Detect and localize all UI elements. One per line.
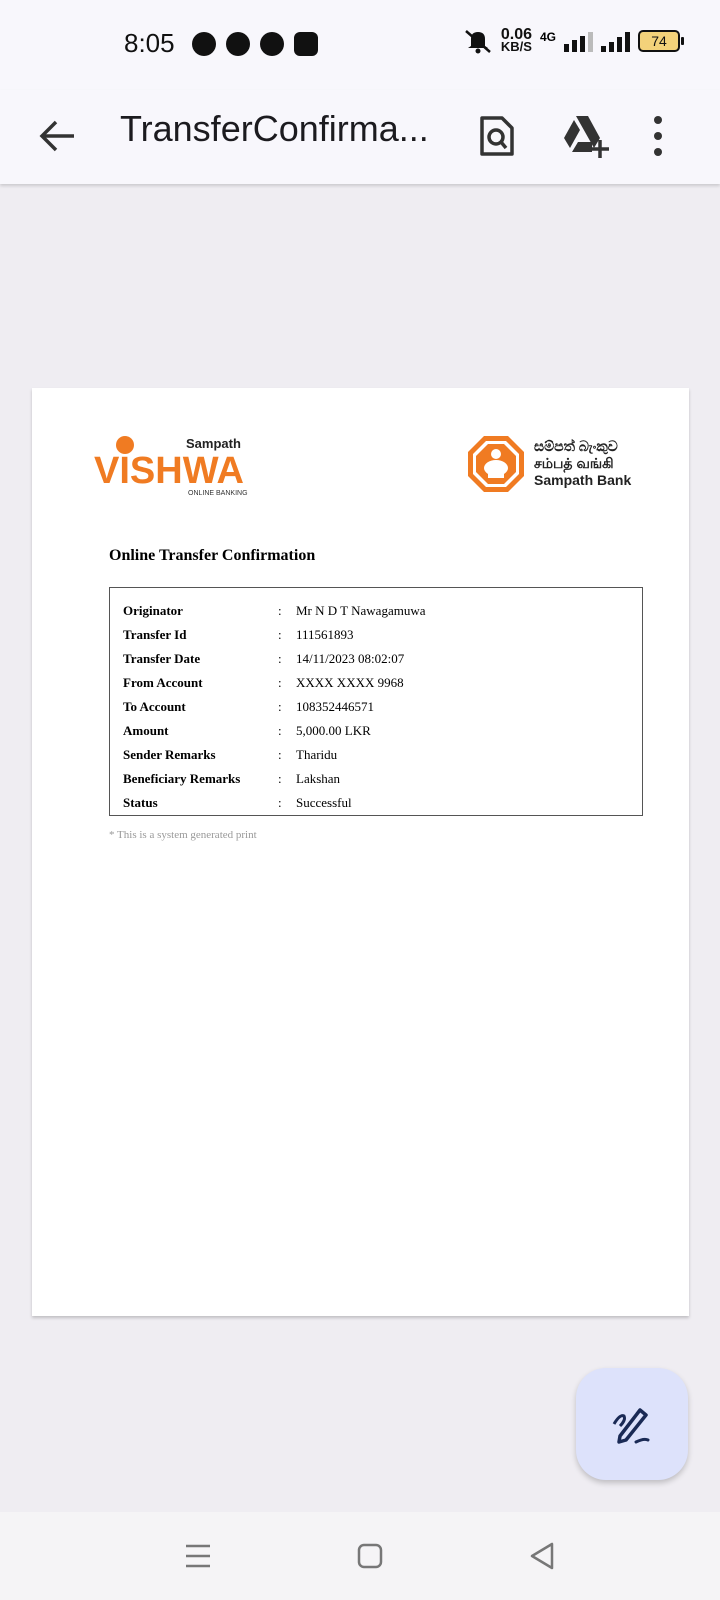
detail-label: Transfer Id	[123, 627, 187, 642]
detail-label: Status	[123, 795, 158, 810]
signal-bars-2-icon	[601, 30, 630, 52]
home-icon[interactable]	[352, 1538, 388, 1574]
app-bar	[0, 90, 720, 184]
detail-label: To Account	[123, 699, 186, 714]
detail-label: Sender Remarks	[123, 747, 216, 762]
detail-separator: :	[278, 699, 282, 714]
detail-value: 108352446571	[296, 699, 374, 714]
confirmation-title: Online Transfer Confirmation	[109, 547, 316, 564]
bank-name-english: Sampath Bank	[534, 472, 632, 488]
add-to-drive-icon[interactable]	[556, 108, 612, 164]
status-bar	[0, 0, 720, 90]
system-nav-bar	[0, 1512, 720, 1600]
detail-value: 5,000.00 LKR	[296, 723, 371, 738]
system-print-note: * This is a system generated print	[109, 829, 257, 841]
detail-separator: :	[278, 723, 282, 738]
sampath-bank-logo	[466, 434, 646, 496]
more-options-icon[interactable]	[648, 108, 668, 164]
bank-name-tamil: சம்பத் வங்கி	[534, 455, 614, 471]
detail-separator: :	[278, 675, 282, 690]
screen-record-icon	[294, 32, 318, 56]
edit-pen-icon	[610, 1402, 654, 1446]
detail-label: Amount	[123, 723, 169, 738]
bank-name-sinhala: සම්පත් බැංකුව	[534, 438, 618, 454]
sampath-bank-text	[534, 438, 631, 489]
speed-value: 0.06	[500, 26, 532, 43]
detail-value: 111561893	[296, 627, 354, 642]
detail-label: Originator	[123, 603, 183, 618]
back-arrow-icon[interactable]	[36, 114, 80, 158]
transfer-details-box	[109, 587, 643, 816]
detail-value: XXXX XXXX 9968	[296, 675, 404, 690]
detail-value: 14/11/2023 08:02:07	[296, 651, 405, 666]
battery-icon	[638, 30, 680, 52]
whatsapp-icon	[226, 32, 250, 56]
detail-separator: :	[278, 627, 282, 642]
detail-label: Transfer Date	[123, 651, 201, 666]
detail-separator: :	[278, 795, 282, 810]
messenger-icon	[260, 32, 284, 56]
recents-icon[interactable]	[180, 1538, 216, 1574]
edit-fab-button[interactable]	[576, 1368, 688, 1480]
status-time: 8:05	[124, 28, 175, 58]
detail-label: From Account	[123, 675, 203, 690]
status-indicators	[463, 28, 680, 54]
detail-label: Beneficiary Remarks	[123, 771, 241, 786]
network-type: 4G	[539, 30, 556, 44]
vishwa-brand-sub: ONLINE BANKING	[188, 490, 248, 497]
detail-value: Mr N D T Nawagamuwa	[296, 603, 426, 618]
detail-separator: :	[278, 603, 282, 618]
document-title: TransferConfirma...	[120, 108, 429, 149]
vishwa-logo	[94, 436, 254, 496]
signal-bars-1-icon	[564, 30, 593, 52]
detail-value: Lakshan	[296, 771, 341, 786]
network-speed	[500, 26, 532, 54]
vishwa-brand-main: VISHWA	[94, 450, 244, 492]
speed-unit: KB/S	[500, 39, 532, 54]
detail-separator: :	[278, 651, 282, 666]
detail-separator: :	[278, 771, 282, 786]
back-icon[interactable]	[524, 1538, 560, 1574]
detail-separator: :	[278, 747, 282, 762]
detail-value: Successful	[296, 795, 352, 810]
notification-icons	[192, 32, 318, 56]
pdf-page	[32, 388, 689, 1316]
vishwa-brand-top: Sampath	[186, 436, 241, 451]
mute-icon	[463, 28, 493, 54]
search-document-icon[interactable]	[468, 108, 524, 164]
chat-bubble-icon	[192, 32, 216, 56]
battery-level: 74	[651, 33, 667, 49]
detail-value: Tharidu	[296, 747, 338, 762]
sampath-bank-emblem-icon	[466, 434, 526, 494]
